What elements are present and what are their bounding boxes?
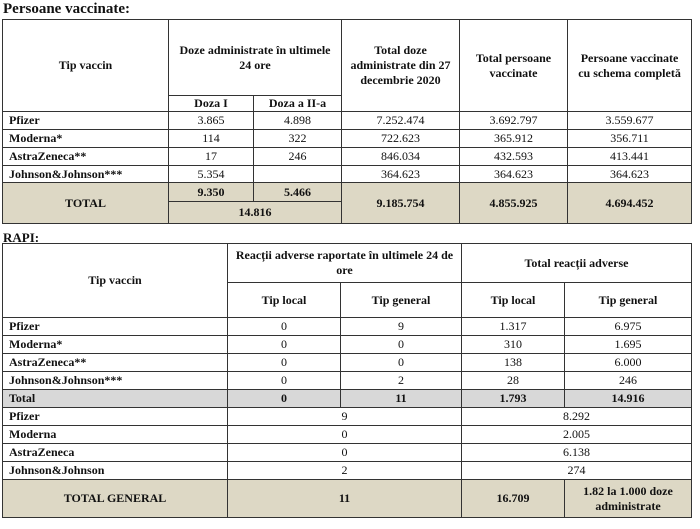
table-row <box>3 112 692 130</box>
total-dose-1: 9.350 <box>169 183 254 202</box>
vaccine-name: AstraZeneca <box>3 444 228 462</box>
total-dose-2: 5.466 <box>254 183 342 202</box>
table-row <box>3 148 692 166</box>
header-vaccine-type-rapi: Tip vaccin <box>3 244 228 318</box>
vaccinated-table <box>2 19 692 224</box>
grand-total-label: TOTAL GENERAL <box>3 480 228 518</box>
local-total-value: 138 <box>462 354 565 372</box>
summary-total-value: 274 <box>462 462 692 480</box>
header-local-total: Tip local <box>462 283 565 318</box>
summary-row <box>3 462 692 480</box>
total-general-total: 14.916 <box>565 390 692 408</box>
total-doses-value: 364.623 <box>342 166 460 183</box>
general-24h-value: 0 <box>341 354 462 372</box>
table-row <box>3 336 692 354</box>
general-24h-value: 2 <box>341 372 462 390</box>
grand-total-value: 16.709 <box>462 480 565 518</box>
grand-total-24h: 11 <box>228 480 462 518</box>
header-dose-1: Doza I <box>169 96 254 112</box>
local-total-value: 1.317 <box>462 318 565 336</box>
dose-2-value <box>254 166 342 183</box>
general-total-value: 6.975 <box>565 318 692 336</box>
vaccine-name: Moderna <box>3 426 228 444</box>
header-full-schema: Persoane vaccinate cu schema completă <box>568 20 692 112</box>
total-doses-value: 7.252.474 <box>342 112 460 130</box>
total-doses-value: 846.034 <box>342 148 460 166</box>
header-doses-24h: Doze administrate în ultimele 24 ore <box>169 20 342 96</box>
table-row <box>3 372 692 390</box>
summary-row <box>3 426 692 444</box>
vaccine-name: AstraZeneca** <box>3 354 228 372</box>
table-row <box>3 166 692 183</box>
vaccine-name: Johnson&Johnson*** <box>3 372 228 390</box>
summary-row <box>3 444 692 462</box>
total-persons-value: 432.593 <box>460 148 568 166</box>
general-total-value: 6.000 <box>565 354 692 372</box>
summary-24h-value: 0 <box>228 426 462 444</box>
general-24h-value: 0 <box>341 336 462 354</box>
total-label: TOTAL <box>3 183 169 224</box>
total-label: Total <box>3 390 228 408</box>
vaccine-name: Johnson&Johnson*** <box>3 166 169 183</box>
dose-2-value: 246 <box>254 148 342 166</box>
dose-1-value: 5.354 <box>169 166 254 183</box>
header-local-24h: Tip local <box>228 283 341 318</box>
vaccine-name: Johnson&Johnson <box>3 462 228 480</box>
vaccine-name: Pfizer <box>3 112 169 130</box>
header-dose-2: Doza a II-a <box>254 96 342 112</box>
summary-total-value: 8.292 <box>462 408 692 426</box>
summary-24h-value: 0 <box>228 444 462 462</box>
total-local-total: 1.793 <box>462 390 565 408</box>
summary-24h-value: 2 <box>228 462 462 480</box>
header-vaccine-type: Tip vaccin <box>3 20 169 112</box>
summary-total-value: 2.005 <box>462 426 692 444</box>
grand-total-row <box>3 480 692 518</box>
total-full-schema-sum: 4.694.452 <box>568 183 692 224</box>
table-row <box>3 354 692 372</box>
total-persons-value: 365.912 <box>460 130 568 148</box>
general-total-value: 1.695 <box>565 336 692 354</box>
header-total-persons: Total persoane vaccinate <box>460 20 568 112</box>
summary-total-value: 6.138 <box>462 444 692 462</box>
grand-total-rate: 1.82 la 1.000 doze administrate <box>565 480 692 518</box>
local-24h-value: 0 <box>228 372 341 390</box>
local-total-value: 28 <box>462 372 565 390</box>
total-persons-value: 364.623 <box>460 166 568 183</box>
adverse-reactions-table <box>2 243 692 518</box>
dose-1-value: 17 <box>169 148 254 166</box>
total-persons-sum: 4.855.925 <box>460 183 568 224</box>
general-24h-value: 9 <box>341 318 462 336</box>
total-persons-value: 3.692.797 <box>460 112 568 130</box>
dose-1-value: 3.865 <box>169 112 254 130</box>
total-row <box>3 390 692 408</box>
table-row <box>3 130 692 148</box>
header-total-adverse: Total reacții adverse <box>462 244 692 283</box>
dose-2-value: 322 <box>254 130 342 148</box>
vaccine-name: Moderna* <box>3 336 228 354</box>
dose-2-value: 4.898 <box>254 112 342 130</box>
local-24h-value: 0 <box>228 336 341 354</box>
total-doses-24h-combined: 14.816 <box>169 202 342 224</box>
general-total-value: 246 <box>565 372 692 390</box>
local-24h-value: 0 <box>228 354 341 372</box>
full-schema-value: 3.559.677 <box>568 112 692 130</box>
vaccine-name: Pfizer <box>3 408 228 426</box>
summary-row <box>3 408 692 426</box>
local-total-value: 310 <box>462 336 565 354</box>
total-doses-sum: 9.185.754 <box>342 183 460 224</box>
section-title-rapi: RAPI: <box>3 230 40 245</box>
total-local-24h: 0 <box>228 390 341 408</box>
section-title-vaccinated: Persoane vaccinate: <box>3 1 131 17</box>
local-24h-value: 0 <box>228 318 341 336</box>
full-schema-value: 413.441 <box>568 148 692 166</box>
vaccine-name: Moderna* <box>3 130 169 148</box>
header-reported-24h: Reacții adverse raportate în ultimele 24 de ore <box>228 244 462 283</box>
total-general-24h: 11 <box>341 390 462 408</box>
header-total-doses: Total doze administrate din 27 decembrie 2020 <box>342 20 460 112</box>
vaccine-name: Pfizer <box>3 318 228 336</box>
summary-24h-value: 9 <box>228 408 462 426</box>
total-row <box>3 183 692 202</box>
full-schema-value: 356.711 <box>568 130 692 148</box>
total-doses-value: 722.623 <box>342 130 460 148</box>
dose-1-value: 114 <box>169 130 254 148</box>
vaccine-name: AstraZeneca** <box>3 148 169 166</box>
table-row <box>3 318 692 336</box>
header-general-24h: Tip general <box>341 283 462 318</box>
header-general-total: Tip general <box>565 283 692 318</box>
full-schema-value: 364.623 <box>568 166 692 183</box>
